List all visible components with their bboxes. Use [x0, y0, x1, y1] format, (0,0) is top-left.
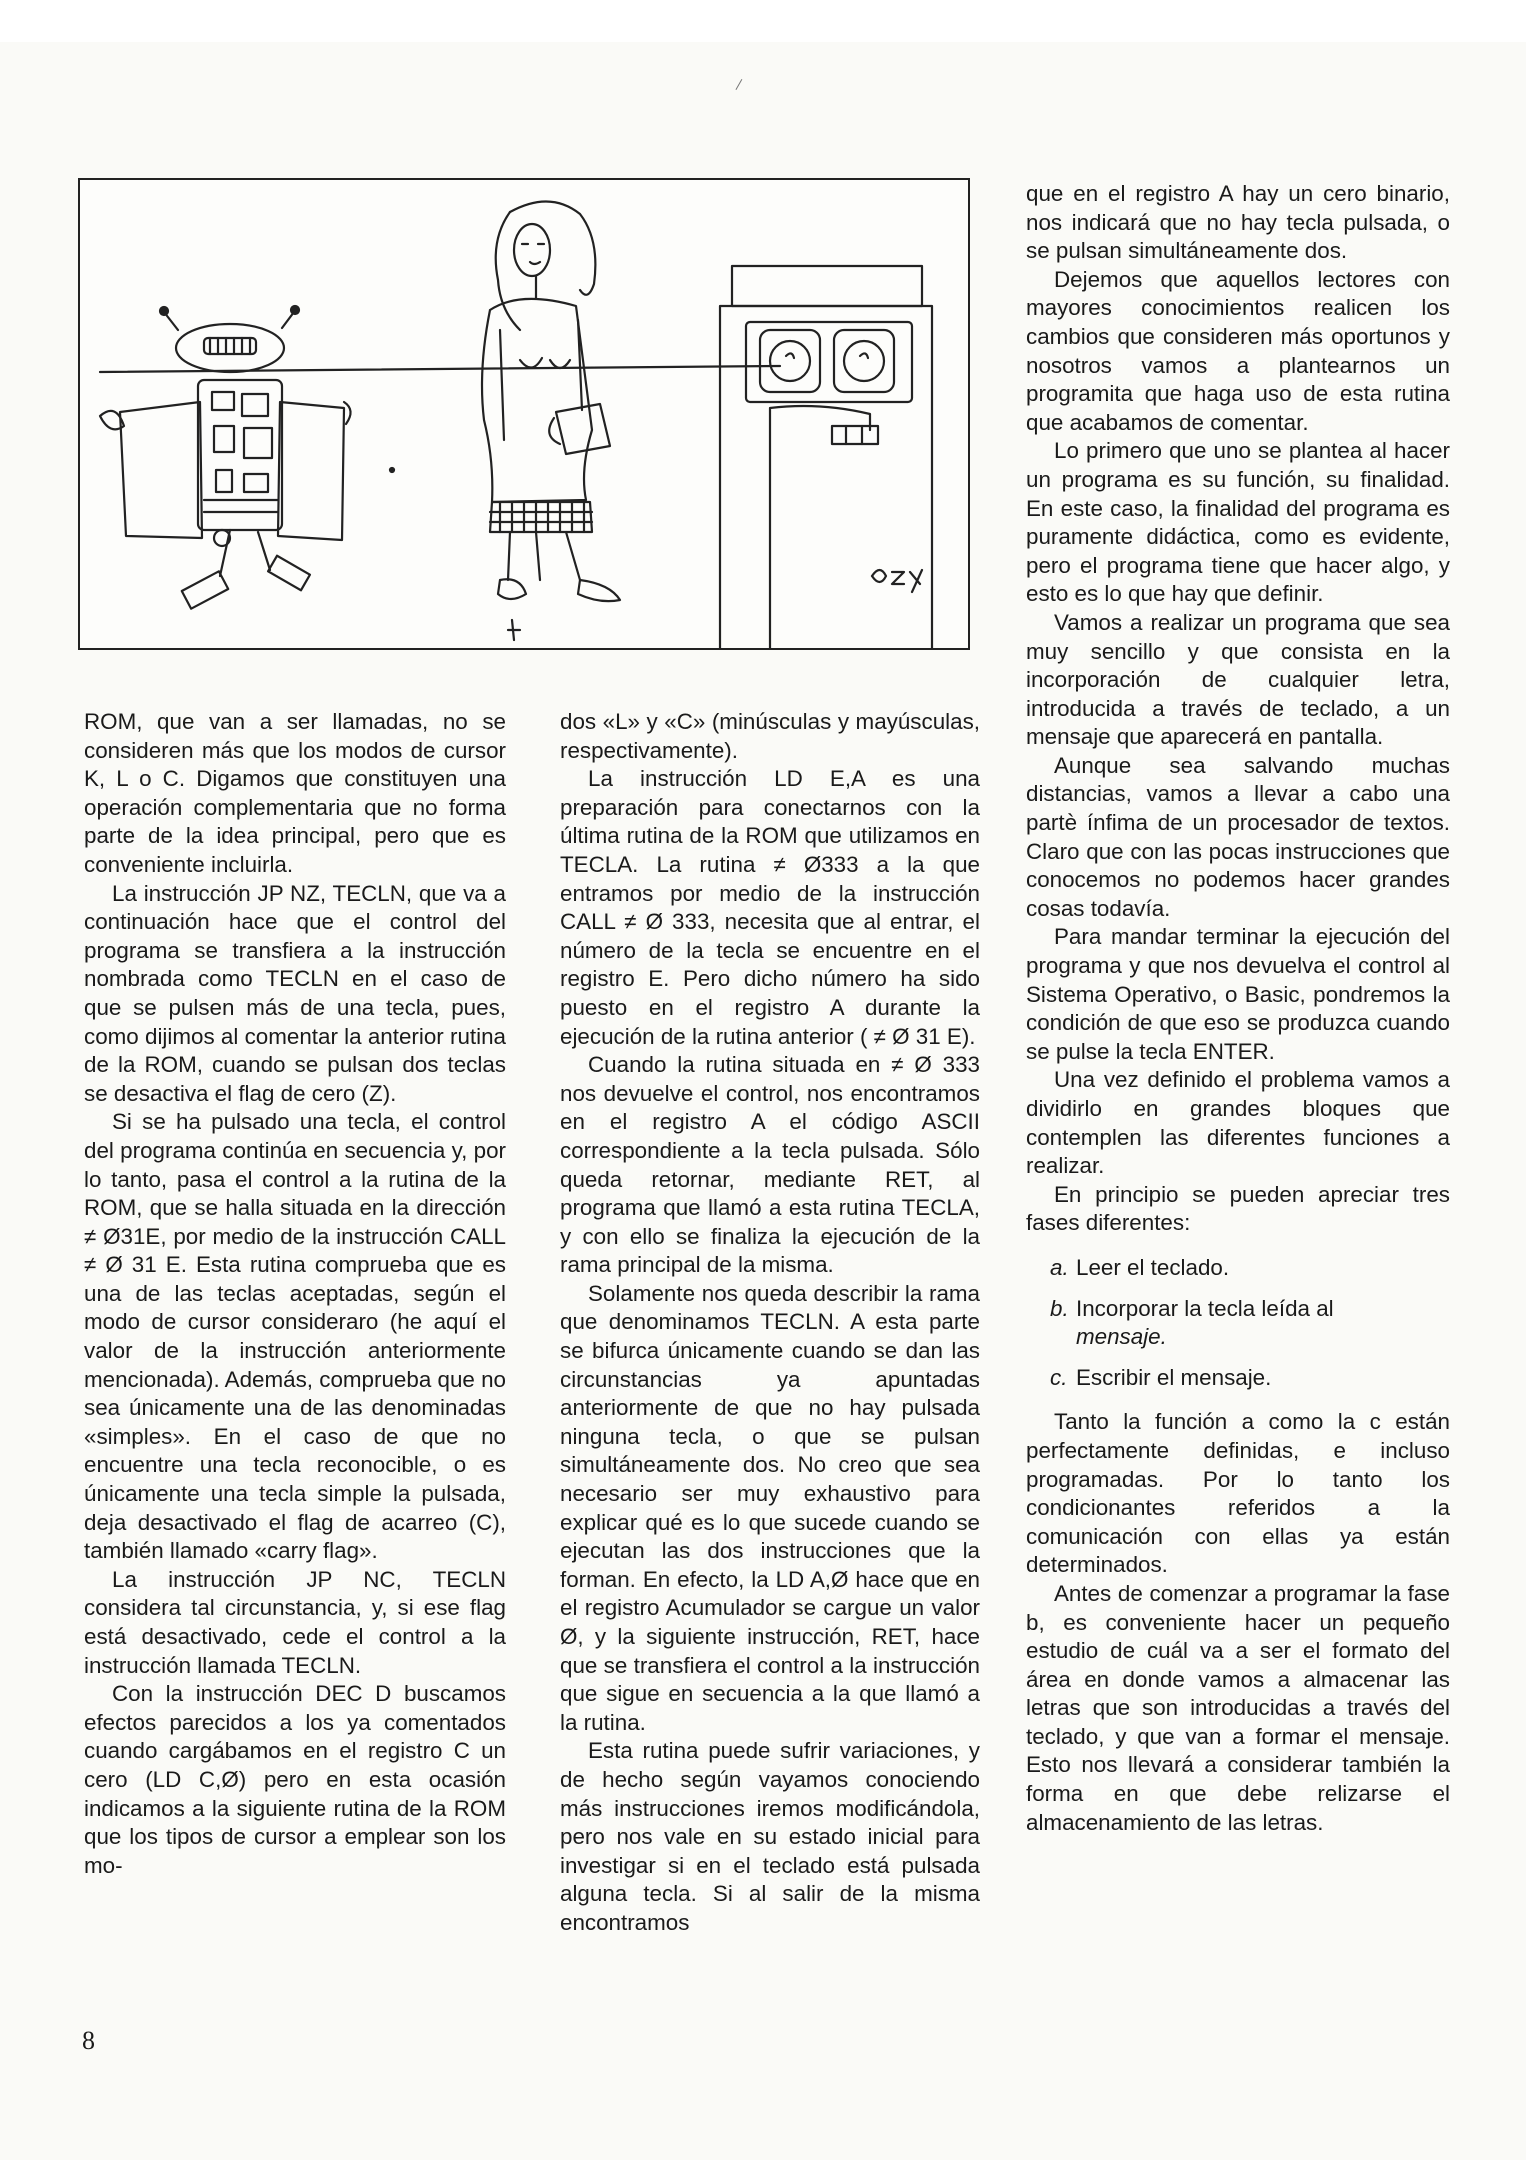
- paragraph: Antes de comenzar a programar la fase b, es conveniente hacer un pequeño estudio de cuál va a ser el formato del área en donde vamos a almacenar las letras que son introducidas a través del teclado, y que van a formar el mensaje. Esto nos llevará a considerar también la forma en que debe relizarse el almacenamiento de las letras.: [1026, 1580, 1450, 1835]
- list-item: [1050, 1364, 1450, 1393]
- paragraph: que en el registro A hay un cero binario, nos indicará que no hay tecla pulsada, o se pulsan simultáneamente dos.: [1026, 181, 1450, 264]
- page-number: 8: [82, 2026, 95, 2055]
- scan-top-band: [0, 0, 1526, 42]
- paragraph: dos «L» y «C» (minúsculas y mayúsculas, respectivamente).: [560, 709, 980, 763]
- paragraph: Cuando la rutina situada en ≠ Ø 333 nos devuelve el control, nos encontramos en el registro A el código ASCII correspondiente a la tecla pulsada. Sólo queda retornar, mediante RET, al programa que llamó a esta rutina TECLA, y con ello se finaliza la ejecución de la rama principal de la misma.: [560, 1052, 980, 1278]
- paragraph: Con la instrucción DEC D buscamos efectos parecidos a los ya comentados cuando cargábamos en el registro C un cero (LD C,Ø) pero en esta ocasión indicamos a la siguiente rutina de la ROM que los tipos de cursor a emplear son los mo-: [84, 1681, 506, 1878]
- list-marker: a.: [1050, 1254, 1069, 1280]
- paragraph: Si se ha pulsado una tecla, el control del programa continúa en secuencia y, por lo tanto, pasa el control a la rutina de la ROM, que se halla situada en la dirección ≠ Ø31E, por medio de la instrucción CALL ≠ Ø 31 E. Esta rutina comprueba que es una de las teclas aceptadas, según el modo de cursor consideraro (he aquí el valor de la instrucción anteriormente mencionada). Además, comprueba que no sea únicamente una de las denominadas «simples». En el caso de que no encuentre una tecla reconocible, o es únicamente una tecla simple la pulsada, deja desactivado el flag de acarreo (C), también llamado «carry flag».: [84, 1109, 506, 1564]
- phase-list: [1050, 1254, 1450, 1392]
- robot-figure: [100, 306, 394, 609]
- paragraph: Tanto la función a como la c están perfectamente definidas, e incluso programadas. Por lo tanto los condicionantes referidos a la comunicación con ellas ya están determinados.: [1026, 1409, 1450, 1578]
- paragraph: La instrucción LD E,A es una preparación para conectarnos con la última rutina de la ROM que utilizamos en TECLA. La rutina ≠ Ø333 a la que entramos por medio de la instrucción CALL ≠ Ø 333, necesita que al entrar, el número de la tecla se encuentre en el registro E. Pero dicho número ha sido puesto en el registro A durante la ejecución de la rutina anterior ( ≠ Ø 31 E).: [560, 766, 980, 1049]
- list-text: Leer el teclado.: [1076, 1254, 1230, 1280]
- text-column-2: [560, 708, 980, 1938]
- artist-signature: [872, 570, 922, 592]
- paragraph: En principio se pueden apreciar tres fases diferentes:: [1026, 1181, 1450, 1236]
- list-text: Escribir el mensaje.: [1076, 1364, 1272, 1390]
- computer-terminal: [720, 266, 932, 648]
- paragraph: La instrucción JP NZ, TECLN, que va a continuación hace que el control del programa se transfiera a la instrucción nombrada como TECLN en el caso de que se pulsen más de una tecla, pues, como dijimos al comentar la anterior rutina de la ROM, cuando se pulsan dos teclas se desactiva el flag de cero (Z).: [84, 880, 506, 1106]
- paragraph: Dejemos que aquellos lectores con mayores conocimientos realicen los cambios que consideren más oportunos y nosotros vamos a plantearnos un programita que haga uso de esta rutina que acabamos de comentar.: [1026, 266, 1450, 435]
- list-item: [1050, 1254, 1450, 1283]
- paragraph: ROM, que van a ser llamadas, no se consideren más que los modos de cursor K, L o C. Digamos que constituyen una operación complementaria que no forma parte de la idea principal, pero que es conveniente incluirla.: [84, 709, 506, 877]
- list-marker: b.: [1050, 1295, 1069, 1321]
- text-column-3: [1026, 180, 1450, 1837]
- paragraph: Vamos a realizar un programa que sea muy sencillo y que consista en la incorporación de cualquier letra, introducida a través de teclado, a un mensaje que aparecerá en pantalla.: [1026, 609, 1450, 750]
- scan-mark: [735, 79, 747, 93]
- list-item: [1050, 1295, 1450, 1352]
- list-marker: c.: [1050, 1364, 1068, 1390]
- paragraph: Lo primero que uno se plantea al hacer un programa es su función, su finalidad. En este caso, la finalidad del programa es puramente didáctica, como es evidente, pero el programa tiene que hacer algo, y esto es lo que hay que definir.: [1026, 438, 1450, 607]
- cartoon-drawing: [80, 180, 968, 648]
- paragraph: Para mandar terminar la ejecución del programa y que nos devuelva el control al Sistema Operativo, o Basic, pondremos la condición de que eso se produzca cuando se pulse la tecla ENTER.: [1026, 924, 1450, 1064]
- woman-figure: [482, 201, 620, 640]
- text-column-1: [84, 708, 506, 1880]
- paragraph: Aunque sea salvando muchas distancias, vamos a llevar a cabo una partè ínfima de un procesador de textos. Claro que con las pocas instrucciones que conocemos no podemos hacer grandes cosas todavía.: [1026, 752, 1450, 921]
- paragraph: La instrucción JP NC, TECLN considera tal circunstancia, y, si ese flag está desactivado, cede el control a la instrucción llamada TECLN.: [84, 1566, 506, 1678]
- list-text: Incorporar la tecla leída al mensaje.: [1076, 1295, 1334, 1350]
- paragraph: Una vez definido el problema vamos a dividirlo en grandes bloques que contemplen las diferentes funciones a realizar.: [1026, 1067, 1450, 1179]
- paragraph: Solamente nos queda describir la rama que denominamos TECLN. A esta parte se bifurca únicamente cuando se dan las circunstancias ya apuntadas anteriormente de que no hay pulsada ninguna tecla, o que se pulsan simultáneamente dos. No creo que sea necesario ser muy exhaustivo para explicar qué es lo que sucede cuando se ejecutan las dos instrucciones que la forman. En efecto, la LD A,Ø hace que en el registro Acumulador se cargue un valor Ø, y la siguiente instrucción, RET, hace que se transfiera el control a la instrucción que sigue en secuencia a la que llamó a la rutina.: [560, 1280, 980, 1735]
- cartoon-illustration: [78, 178, 970, 650]
- paragraph: Esta rutina puede sufrir variaciones, y de hecho según vayamos conociendo más instrucciones iremos modificándola, pero nos vale en su estado inicial para investigar si en el teclado está pulsada alguna tecla. Si al salir de la misma encontramos: [560, 1738, 980, 1935]
